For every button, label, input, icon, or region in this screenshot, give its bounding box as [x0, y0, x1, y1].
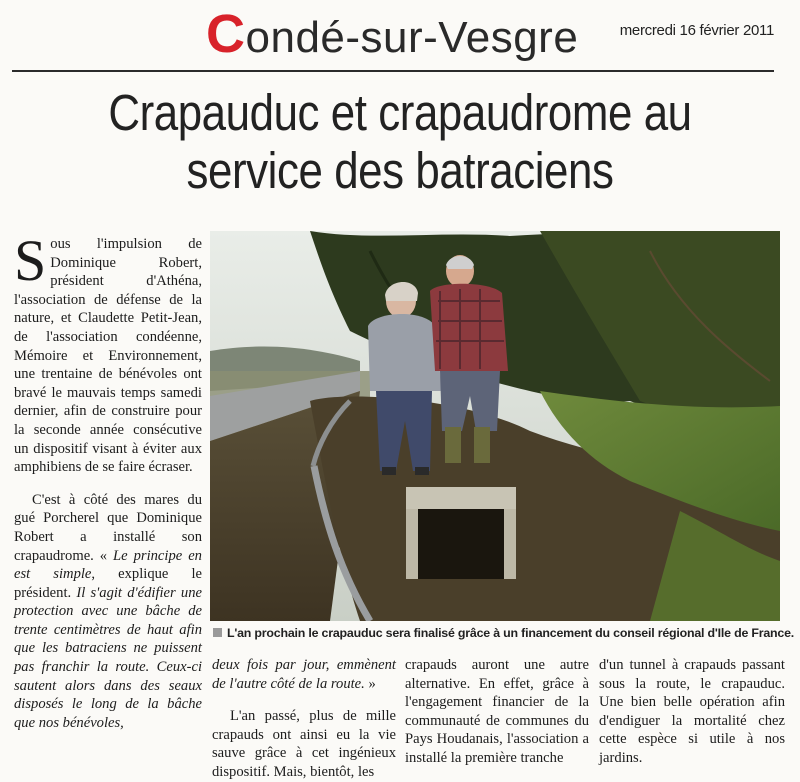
headline-line-2: service des batraciens: [186, 142, 614, 199]
paragraph-result-end: [599, 656, 785, 768]
paragraph-result-cont: [405, 656, 589, 768]
quote-end: deux fois par jour, emmènent de l'autre côté de la route.: [212, 657, 396, 692]
caption-marker: [213, 628, 222, 637]
paragraph-result: [212, 707, 396, 781]
article-column-2: [212, 656, 396, 782]
headline-line-1: Crapauduc et crapaudrome au: [108, 84, 692, 141]
p2-quote-b: Il s'agit d'édifier une protection avec une bâche de trente centimètres de haut afin que les batraciens ne puissent pas franchir la route. Ceux-ci sautent alors dans des seaux disposés le long de la bâche que nos bénévoles,: [14, 584, 202, 731]
p2-text-b: , explique le président.: [14, 566, 202, 601]
photo-caption: [213, 626, 795, 640]
article-column-4: [599, 656, 785, 768]
intro-text: ous l'impulsion de Dominique Robert, président d'Athéna, l'association de défense de la nature, et Claudette Petit-Jean, de l'association condéenne, Mémoire et Environnement, une trentaine de bénévoles ont bravé le mauvais temps samedi dernier, afin de construire pour la seconde année consécutive un dispositif visant à éviter aux amphibiens de se faire écraser.: [14, 236, 202, 476]
masthead-rule: [12, 70, 774, 72]
result-text-c: d'un tunnel à crapauds passant sous la route, le crapauduc. Une bien belle opération afin d'endiguer la mortalité chez cette espèce si utile à nos jardins.: [599, 657, 785, 766]
masthead: [0, 0, 800, 76]
paragraph-intro: [14, 228, 202, 477]
town-rest: ondé-sur-Vesgre: [245, 13, 579, 62]
drop-cap: S: [14, 228, 47, 293]
town-initial: C: [206, 4, 246, 64]
caption-text: L'an prochain le crapauduc sera finalisé grâce à un financement du conseil régional d'Ile de France.: [227, 626, 795, 640]
town-name: [206, 4, 579, 64]
article-photo: [210, 231, 780, 621]
article-headline: [56, 84, 744, 200]
result-text-a: L'an passé, plus de mille crapauds ont ainsi eu la vie sauve grâce à cet ingénieux dispositif. Mais, bientôt, les: [212, 708, 396, 780]
p2-text-a: C'est à côté des mares du gué Porcherel que Dominique Robert a installé son crapaudrome. «: [14, 491, 202, 564]
result-text-b: crapauds auront une autre alternative. En effet, grâce à l'engagement financier de la communauté de communes du Pays Houdanais, l'association a installé la première tranche: [405, 657, 589, 766]
paragraph-crapaudrome: [14, 491, 202, 733]
quote-close: »: [364, 675, 376, 692]
article-column-1: [14, 228, 202, 732]
p2-quote-a: Le principe en est simple: [14, 547, 202, 583]
quote-continuation: [212, 656, 396, 693]
article-column-3: [405, 656, 589, 768]
publication-date: mercredi 16 février 2011: [619, 22, 774, 39]
photo-image: [210, 231, 780, 621]
